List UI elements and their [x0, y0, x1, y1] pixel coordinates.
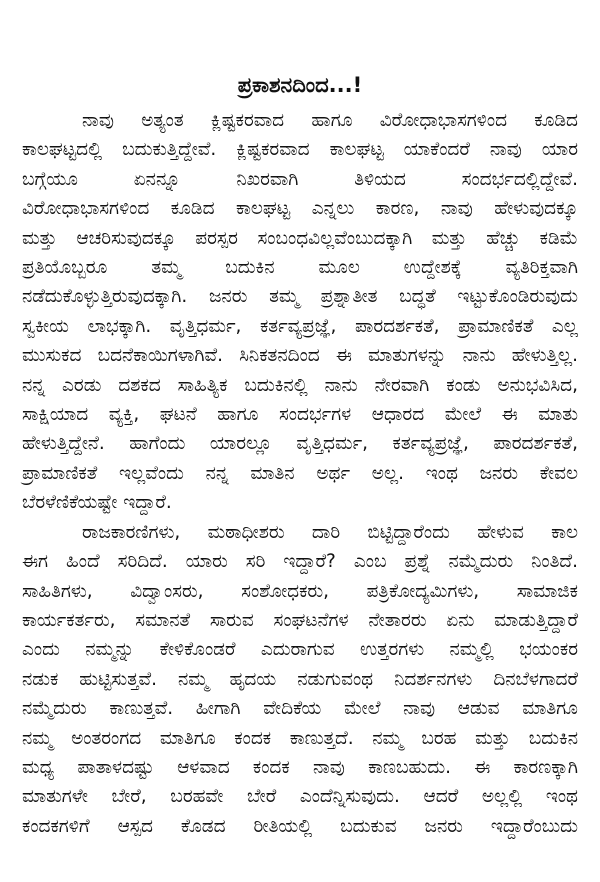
paragraph-line: ಈಗ ಹಿಂದೆ ಸರಿದಿದೆ. ಯಾರು ಸರಿ ಇದ್ದಾರೆ? ಎಂಬ ಪ್ರಶ್ನೆ ನಮ್ಮೆದುರು ನಿಂತಿದೆ.: [22, 551, 578, 573]
paragraph-line: ಪ್ರತಿಯೊಬ್ಬರೂ ತಮ್ಮ ಬದುಕಿನ ಮೂಲ ಉದ್ದೇಶಕ್ಕೆ ವ್ಯತಿರಿಕ್ತವಾಗಿ: [22, 257, 578, 279]
paragraph-line: ಬೆರಳೆಣಿಕೆಯಷ್ಟೇ ಇದ್ದಾರೆ.: [22, 492, 172, 514]
paragraph-line: ಸ್ವಕೀಯ ಲಾಭಕ್ಕಾಗಿ. ವೃತ್ತಿಧರ್ಮ, ಕರ್ತವ್ಯಪ್ರಜ್ಞೆ, ಪಾರದರ್ಶಕತೆ, ಪ್ರಾಮಾಣಿಕತೆ ಎಲ್ಲ: [22, 315, 578, 337]
paragraph-line: ನಾವು ಅತ್ಯಂತ ಕ್ಲಿಷ್ಟಕರವಾದ ಹಾಗೂ ವಿರೋಧಾಭಾಸಗಳಿಂದ ಕೂಡಿದ: [82, 110, 578, 131]
paragraph-line: ಕಂದಕಗಳಿಗೆ ಆಸ್ಪದ ಕೊಡದ ರೀತಿಯಲ್ಲಿ ಬದುಕುವ ಜನರು ಇದ್ದಾರೆಂಬುದು: [22, 815, 578, 837]
paragraph-1: [22, 106, 578, 518]
page-title: ಪ್ರಕಾಶನದಿಂದ...!: [237, 73, 363, 97]
paragraph-line: ಹೇಳುತ್ತಿದ್ದೇನೆ. ಹಾಗೆಂದು ಯಾರಲ್ಲೂ ವೃತ್ತಿಧರ್ಮ, ಕರ್ತವ್ಯಪ್ರಜ್ಞೆ, ಪಾರದರ್ಶಕತೆ,: [22, 433, 578, 455]
paragraph-line: ಪ್ರಾಮಾಣಿಕತೆ ಇಲ್ಲವೆಂದು ನನ್ನ ಮಾತಿನ ಅರ್ಥ ಅಲ್ಲ. ಇಂಥ ಜನರು ಕೇವಲ: [22, 462, 578, 484]
paragraph-line: ಬಗ್ಗೆಯೂ ಏನನ್ನೂ ನಿಖರವಾಗಿ ತಿಳಿಯದ ಸಂದರ್ಭದಲ್ಲಿದ್ದೇವೆ.: [22, 168, 578, 190]
paragraph-line: ರಾಜಕಾರಣಿಗಳು, ಮಠಾಧೀಶರು ದಾರಿ ಬಿಟ್ಟಿದ್ದಾರೆಂದು ಹೇಳುವ ಕಾಲ: [82, 521, 578, 543]
paragraph-line: ಸಾಕ್ಷಿಯಾದ ವ್ಯಕ್ತಿ, ಘಟನೆ ಹಾಗೂ ಸಂದರ್ಭಗಳ ಆಧಾರದ ಮೇಲೆ ಈ ಮಾತು: [22, 404, 578, 426]
paragraph-line: ಕಾಲಘಟ್ಟದಲ್ಲಿ ಬದುಕುತ್ತಿದ್ದೇವೆ. ಕ್ಲಿಷ್ಟಕರವಾದ ಕಾಲಘಟ್ಟ ಯಾಕೆಂದರೆ ನಾವು ಯಾರ: [22, 139, 578, 161]
paragraph-line: ನನ್ನ ಎರಡು ದಶಕದ ಸಾಹಿತ್ಯಿಕ ಬದುಕಿನಲ್ಲಿ ನಾನು ನೇರವಾಗಿ ಕಂಡು ಅನುಭವಿಸಿದ,: [22, 374, 578, 396]
paragraph-line: ನಮ್ಮೆದುರು ಕಾಣುತ್ತವೆ. ಹೀಗಾಗಿ ವೇದಿಕೆಯ ಮೇಲೆ ನಾವು ಆಡುವ ಮಾತಿಗೂ: [22, 698, 578, 720]
paragraph-2: [22, 518, 578, 841]
paragraph-line: ಮಾತುಗಳೇ ಬೇರೆ, ಬರಹವೇ ಬೇರೆ ಎಂದೆನ್ನಿಸುವುದು. ಆದರೆ ಅಲ್ಲಲ್ಲಿ ಇಂಥ: [22, 786, 578, 808]
paragraph-line: ಮಧ್ಯ ಪಾತಾಳದಷ್ಟು ಆಳವಾದ ಕಂದಕ ನಾವು ಕಾಣಬಹುದು. ಈ ಕಾರಣಕ್ಕಾಗಿ: [22, 756, 578, 778]
paragraph-line: ನಮ್ಮ ಅಂತರಂಗದ ಮಾತಿಗೂ ಕಂದಕ ಕಾಣುತ್ತದೆ. ನಮ್ಮ ಬರಹ ಮತ್ತು ಬದುಕಿನ: [22, 727, 578, 749]
paragraph-line: ಎಂದು ನಮ್ಮನ್ನು ಕೇಳಿಕೊಂಡರೆ ಎದುರಾಗುವ ಉತ್ತರಗಳು ನಮ್ಮಲ್ಲಿ ಭಯಂಕರ: [22, 639, 578, 661]
paragraph-line: ಸಾಹಿತಿಗಳು, ವಿದ್ವಾಂಸರು, ಸಂಶೋಧಕರು, ಪತ್ರಿಕೋದ್ಯಮಿಗಳು, ಸಾಮಾಜಿಕ: [22, 580, 578, 602]
paragraph-line: ಕಾರ್ಯಕರ್ತರು, ಸಮಾನತೆ ಸಾರುವ ಸಂಘಟನೆಗಳ ನೇತಾರರು ಏನು ಮಾಡುತ್ತಿದ್ದಾರೆ: [22, 609, 578, 631]
paragraph-line: ನಡೆದುಕೊಳ್ಳುತ್ತಿರುವುದಕ್ಕಾಗಿ. ಜನರು ತಮ್ಮ ಪ್ರಶ್ನಾತೀತ ಬದ್ಧತೆ ಇಟ್ಟುಕೊಂಡಿರುವುದು: [22, 286, 578, 308]
paragraph-line: ನಡುಕ ಹುಟ್ಟಿಸುತ್ತವೆ. ನಮ್ಮ ಹೃದಯ ನಡುಗುವಂಥ ನಿದರ್ಶನಗಳು ದಿನಬೆಳಗಾದರೆ: [22, 668, 578, 690]
paragraph-line: ಮತ್ತು ಆಚರಿಸುವುದಕ್ಕೂ ಪರಸ್ಪರ ಸಂಬಂಧವಿಲ್ಲವೆಂಬುದಕ್ಕಾಗಿ ಮತ್ತು ಹೆಚ್ಚು ಕಡಿಮೆ: [22, 227, 578, 249]
paragraph-line: ಮುಸುಕದ ಬದನೆಕಾಯಿಗಳಾಗಿವೆ. ಸಿನಿಕತನದಿಂದ ಈ ಮಾತುಗಳನ್ನು ನಾನು ಹೇಳುತ್ತಿಲ್ಲ.: [22, 345, 578, 367]
paragraph-line: ವಿರೋಧಾಭಾಸಗಳಿಂದ ಕೂಡಿದ ಕಾಲಘಟ್ಟ ಎನ್ನಲು ಕಾರಣ, ನಾವು ಹೇಳುವುದಕ್ಕೂ: [22, 198, 578, 220]
